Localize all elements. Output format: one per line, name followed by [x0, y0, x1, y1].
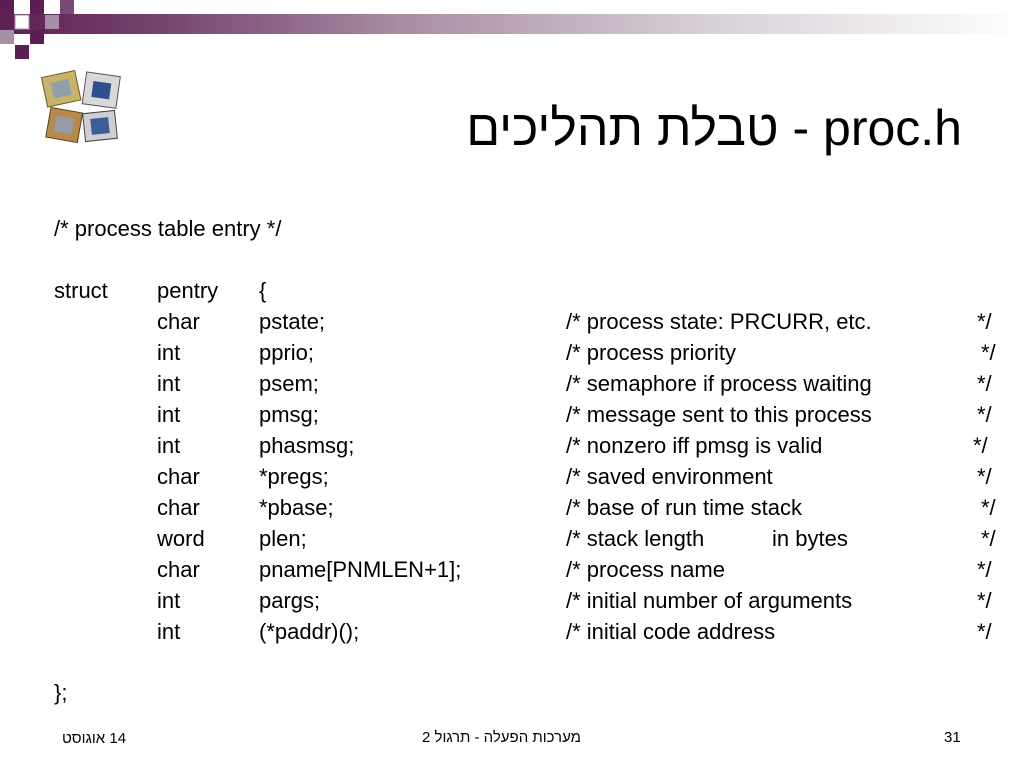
- field-comment-end: */: [973, 433, 988, 458]
- field-type: int: [157, 340, 181, 365]
- field-type: int: [157, 588, 181, 613]
- field-name: pprio;: [259, 340, 315, 365]
- struct-closing: };: [54, 680, 68, 705]
- field-name: (*paddr)();: [259, 619, 360, 644]
- field-name: *pbase;: [259, 495, 334, 520]
- field-type: int: [157, 433, 181, 458]
- field-comment: /* saved environment: [566, 464, 773, 489]
- field-name: *pregs;: [259, 464, 329, 489]
- struct-open-brace: {: [259, 278, 267, 303]
- field-type: int: [157, 619, 181, 644]
- field-comment: /* semaphore if process waiting: [566, 371, 872, 396]
- field-type: char: [157, 557, 200, 582]
- field-name: pstate;: [259, 309, 326, 334]
- field-name: phasmsg;: [259, 433, 355, 458]
- field-comment-extra: in bytes: [772, 526, 848, 551]
- field-comment-end: */: [977, 557, 992, 582]
- struct-name: pentry: [157, 278, 219, 303]
- field-comment-end: */: [977, 402, 992, 427]
- field-type: char: [157, 464, 200, 489]
- field-comment-end: */: [977, 464, 992, 489]
- field-comment: /* process state: PRCURR, etc.: [566, 309, 872, 334]
- field-type: int: [157, 402, 181, 427]
- footer-date: 14 אוגוסט: [62, 730, 127, 747]
- field-type: word: [157, 526, 205, 551]
- field-comment: /* stack length: [566, 526, 705, 551]
- field-name: plen;: [259, 526, 307, 551]
- field-name: psem;: [259, 371, 319, 396]
- struct-keyword: struct: [54, 278, 108, 303]
- field-comment-end: */: [977, 309, 992, 334]
- field-type: char: [157, 309, 200, 334]
- field-name: pargs;: [259, 588, 321, 613]
- field-comment-end: */: [977, 619, 992, 644]
- comment-header: /* process table entry */: [54, 216, 282, 241]
- field-name: pname[PNMLEN+1];: [259, 557, 462, 582]
- field-name: pmsg;: [259, 402, 319, 427]
- field-comment-end: */: [981, 340, 996, 365]
- field-comment: /* initial code address: [566, 619, 776, 644]
- field-comment: /* initial number of arguments: [566, 588, 853, 613]
- field-comment: /* message sent to this process: [566, 402, 872, 427]
- field-type: char: [157, 495, 200, 520]
- field-comment-end: */: [977, 371, 992, 396]
- field-comment: /* process name: [566, 557, 725, 582]
- field-comment: /* process priority: [566, 340, 736, 365]
- footer-course: מערכות הפעלה - תרגול 2: [422, 729, 581, 746]
- field-comment: /* nonzero iff pmsg is valid: [566, 433, 823, 458]
- page-title: טבלת תהליכים - proc.h: [466, 100, 962, 156]
- page-number: 31: [944, 729, 961, 746]
- field-comment-end: */: [981, 526, 996, 551]
- field-type: int: [157, 371, 181, 396]
- field-comment-end: */: [977, 588, 992, 613]
- field-comment-end: */: [981, 495, 996, 520]
- field-comment: /* base of run time stack: [566, 495, 802, 520]
